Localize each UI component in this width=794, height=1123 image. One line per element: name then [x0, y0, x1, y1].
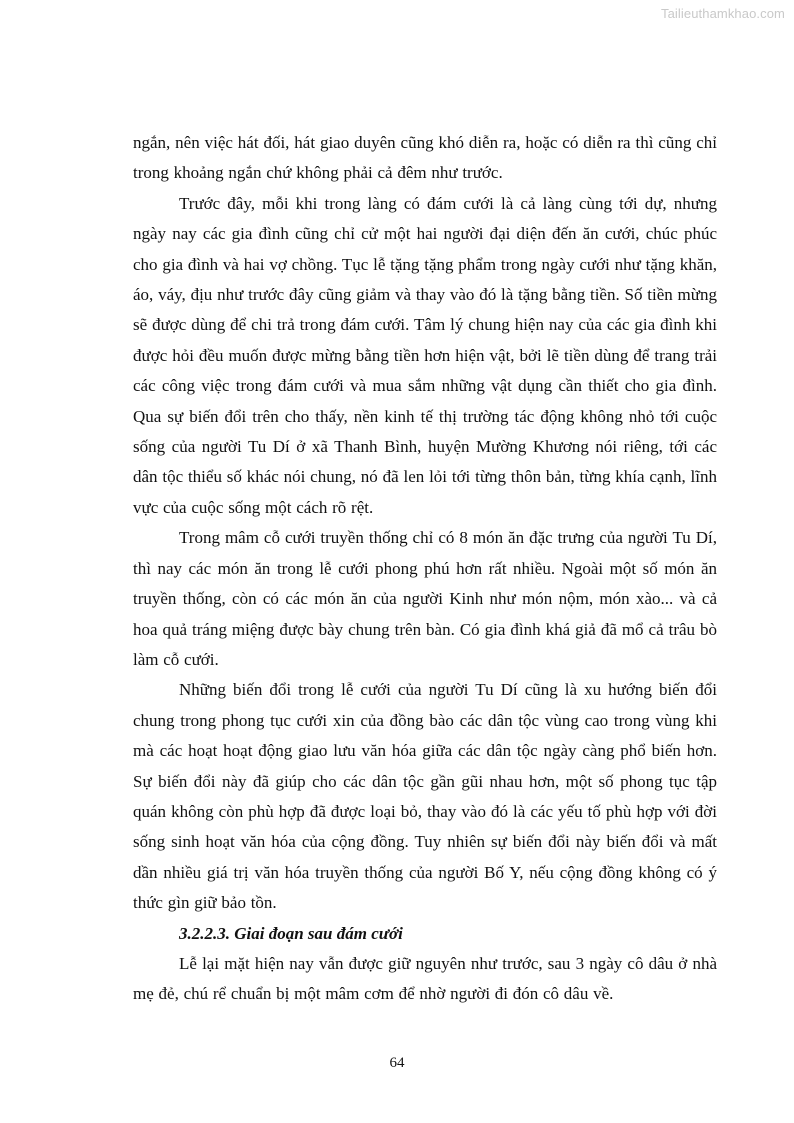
page-body	[133, 128, 717, 1010]
paragraph-2: Trước đây, mỗi khi trong làng có đám cưới là cả làng cùng tới dự, nhưng ngày nay các gia đình cũng chỉ cử một hai người đại diện đến ăn cưới, chúc phúc cho gia đình và hai vợ chồng. Tục lễ tặng tặng phẩm trong ngày cưới như tặng khăn, áo, váy, địu như trước đây cũng giảm và thay vào đó là tặng bằng tiền. Số tiền mừng sẽ được dùng để chi trả trong đám cưới. Tâm lý chung hiện nay của các gia đình khi được hỏi đều muốn được mừng bằng tiền hơn hiện vật, bởi lẽ tiền dùng để trang trải các công việc trong đám cưới và mua sắm những vật dụng cần thiết cho gia đình. Qua sự biến đổi trên cho thấy, nền kinh tế thị trường tác động không nhỏ tới cuộc sống của người Tu Dí ở xã Thanh Bình, huyện Mường Khương nói riêng, tới các dân tộc thiểu số khác nói chung, nó đã len lỏi tới từng thôn bản, từng khía cạnh, lĩnh vực của cuộc sống một cách rõ rệt.	[133, 193, 717, 517]
paragraph-5: Lễ lại mặt hiện nay vẫn được giữ nguyên như trước, sau 3 ngày cô dâu ở nhà mẹ đẻ, chú rể chuẩn bị một mâm cơm để nhờ người đi đón cô dâu về.	[133, 953, 717, 1004]
watermark-text: Tailieuthamkhao.com	[660, 6, 785, 21]
paragraph-4: Những biến đổi trong lễ cưới của người Tu Dí cũng là xu hướng biến đổi chung trong phong tục cưới xin của đồng bào các dân tộc vùng cao trong vùng khi mà các hoạt hoạt động giao lưu văn hóa giữa các dân tộc ngày càng phổ biến hơn. Sự biến đổi này đã giúp cho các dân tộc gần gũi nhau hơn, một số phong tục tập quán không còn phù hợp đã được loại bỏ, thay vào đó là các yếu tố phù hợp với đời sống sinh hoạt văn hóa của cộng đồng. Tuy nhiên sự biến đổi này biến đổi và mất dần nhiều giá trị văn hóa truyền thống của người Bố Y, nếu cộng đồng không có ý thức gìn giữ bảo tồn.	[133, 680, 717, 913]
section-heading: 3.2.2.3. Giai đoạn sau đám cưới	[179, 923, 403, 943]
paragraph-3: Trong mâm cỗ cưới truyền thống chỉ có 8 món ăn đặc trưng của người Tu Dí, thì nay các món ăn trong lễ cưới phong phú hơn rất nhiều. Ngoài một số món ăn truyền thống, còn có các món ăn của người Kinh như món nộm, món xào... và cả hoa quả tráng miệng được bày chung trên bàn. Có gia đình khá giả đã mổ cả trâu bò làm cỗ cưới.	[133, 528, 717, 669]
page-number: 64	[389, 1055, 405, 1071]
paragraph-1: ngắn, nên việc hát đối, hát giao duyên cũng khó diễn ra, hoặc có diễn ra thì cũng chỉ trong khoảng ngắn chứ không phải cả đêm như trước.	[133, 133, 717, 183]
